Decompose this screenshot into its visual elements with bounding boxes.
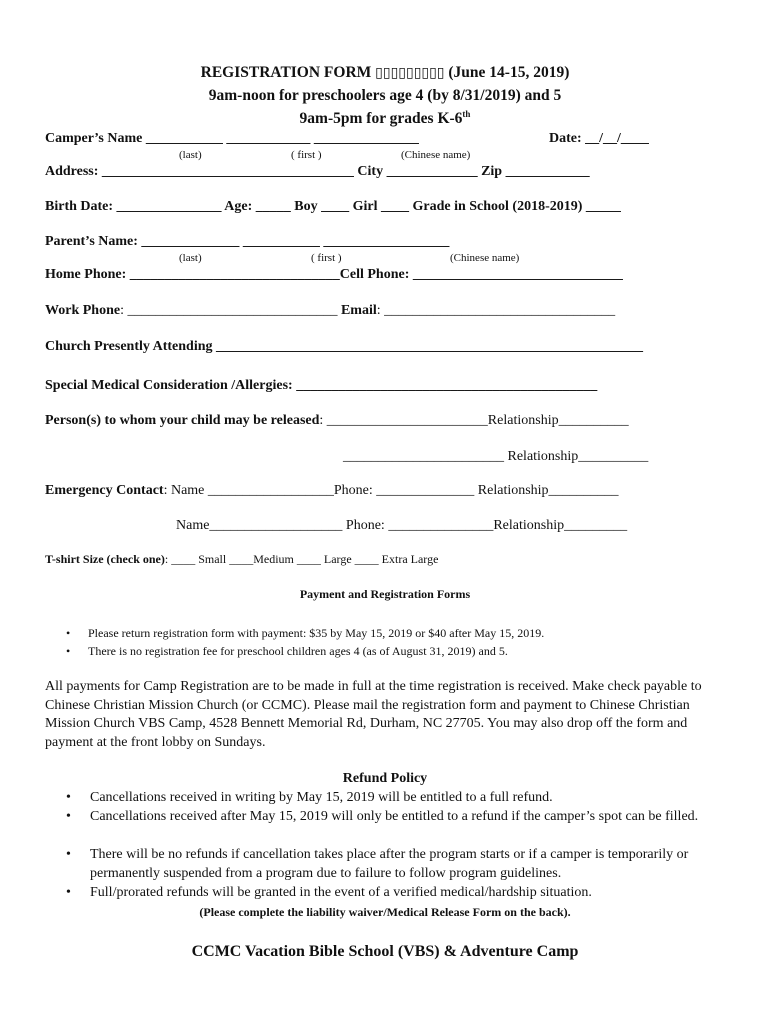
liability-waiver-note: (Please complete the liability waiver/Medical Release Form on the back). [199,905,571,919]
bullet-icon: • [66,847,71,862]
bullet-icon: • [66,809,71,824]
bullet-icon: • [66,790,71,805]
email-blank[interactable]: : _________________________________ [376,303,616,318]
refund-bullet-text: There will be no refunds if cancellation takes place after the program starts or if a camper is temporarily or permanently suspended from a program due to failure to follow program guidelines. [90,847,689,881]
camper-first-caption: ( first ) [291,149,322,161]
refund-bullet-text: Cancellations received in writing by May 15, 2019 will be entitled to a full refund. [90,790,553,805]
emergency-blank[interactable]: : Name __________________Phone: ______________ Relationship__________ [163,483,619,498]
release-label: Person(s) to whom your child may be released [45,413,320,428]
payment-paragraph: All payments for Camp Registration are to be made in full at the time registration is received. Make check payable to Chinese Christian Mission Church (or CCMC). Please mail the registration form and payment to Chinese Christian Mission Church VBS Camp, 4528 Bennett Memorial Rd, Durham, NC 27705. You may also drop off the form and payment at the front lobby on Sundays. [45,679,702,750]
title-missing-glyphs: ▯▯▯▯▯▯▯▯▯ [375,65,445,81]
address-field[interactable]: Address: ____________________________________ City _____________ Zip ____________ [45,164,590,179]
camp-footer-title: CCMC Vacation Bible School (VBS) & Adventure Camp [191,943,579,960]
parent-name-field[interactable]: Parent’s Name: ______________ ___________ __________________ [45,234,450,249]
title-dates: (June 14-15, 2019) [448,64,570,81]
email-label: Email [340,303,377,318]
parent-chinese-caption: (Chinese name) [450,252,520,264]
emergency-contact-field[interactable] [45,482,619,499]
refund-bullet-text: Full/prorated refunds will be granted in the event of a verified medical/hardship situation. [90,885,592,900]
title-prefix: REGISTRATION FORM [200,64,372,81]
home-cell-phone-field[interactable]: Home Phone: ______________________________Cell Phone: ______________________________ [45,267,623,282]
medical-field[interactable]: Special Medical Consideration /Allergies: ___________________________________________ [45,378,598,393]
camper-last-caption: (last) [179,149,202,161]
parent-last-caption: (last) [179,252,202,264]
release-blank[interactable]: : _______________________Relationship__________ [319,413,629,428]
bullet-icon: • [66,644,71,658]
payment-heading: Payment and Registration Forms [299,587,471,601]
bullet-icon: • [66,626,71,640]
date-field[interactable]: Date: __/__/____ [549,131,649,146]
emergency-contact-field-2[interactable]: Name___________________ Phone: _______________Relationship_________ [176,518,628,533]
schedule-grades [0,108,770,130]
church-field[interactable]: Church Presently Attending _____________________________________________________________ [45,339,643,354]
work-phone-blank[interactable]: : ______________________________ [120,303,341,318]
work-phone-label: Work Phone [45,303,121,318]
release-person-field[interactable] [45,412,629,429]
form-title [0,62,770,84]
parent-first-caption: ( first ) [311,252,342,264]
refund-heading: Refund Policy [342,771,428,786]
tshirt-options[interactable]: : ____ Small ____Medium ____ Large ____ Extra Large [164,552,439,566]
release-person-field-2[interactable]: _______________________ Relationship__________ [343,449,649,464]
schedule-preschool: 9am-noon for preschoolers age 4 (by 8/31/2019) and 5 [208,87,562,104]
refund-bullet-text: Cancellations received after May 15, 2019 will only be entitled to a refund if the camper’s spot can be filled. [90,809,699,824]
schedule-grades-sup: th [462,109,471,119]
tshirt-size-field[interactable] [45,552,438,566]
work-email-field[interactable] [45,302,615,319]
payment-bullet-text: There is no registration fee for preschool children ages 4 (as of August 31, 2019) and 5. [88,644,508,658]
camper-chinese-caption: (Chinese name) [401,149,471,161]
schedule-grades-main: 9am-5pm for grades K-6 [299,110,463,127]
birth-date-field[interactable]: Birth Date: _______________ Age: _____ Boy ____ Girl ____ Grade in School (2018-2019) _____ [45,199,621,214]
payment-bullet-text: Please return registration form with payment: $35 by May 15, 2019 or $40 after May 15, 2019. [88,626,545,640]
tshirt-label: T-shirt Size (check one) [45,552,165,566]
bullet-icon: • [66,885,71,900]
emergency-label: Emergency Contact [45,483,164,498]
camper-name-field[interactable]: Camper’s Name ___________ ____________ _______________ [45,131,419,146]
